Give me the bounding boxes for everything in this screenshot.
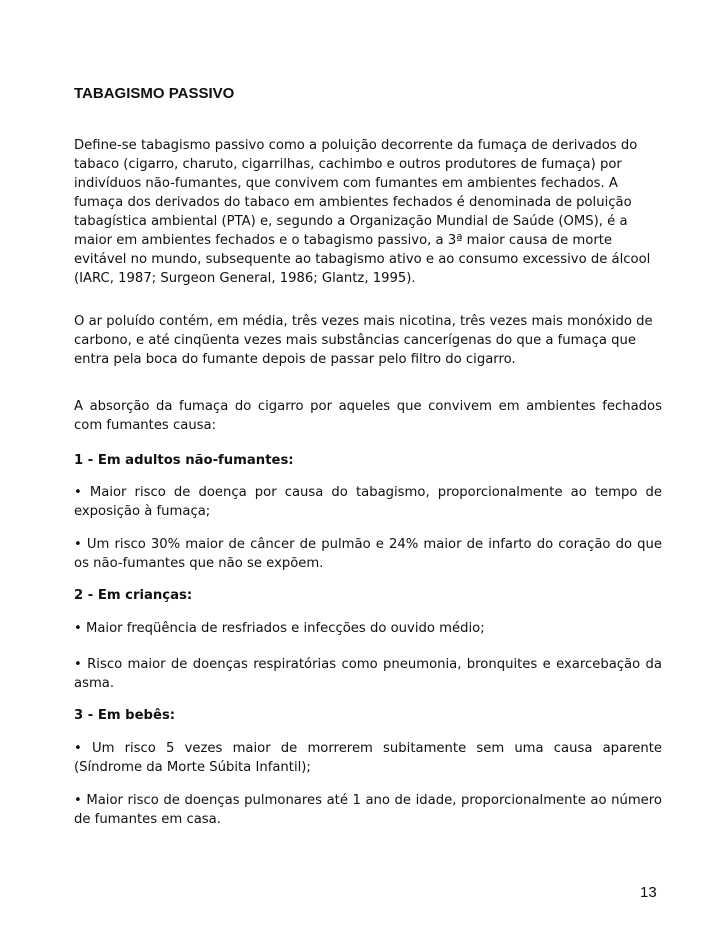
paragraph-passive-smoking-definition: Define-se tabagismo passivo como a poluição decorrente da fumaça de derivados do tabaco (cigarro, charuto, cigarrilhas, cachimbo e outros produtores de fumaça) por indivíduos não-fumantes, que convivem com fumantes em ambientes fechados. A fumaça dos derivados do tabaco em ambientes fechados é denominada de poluição tabagística ambiental (PTA) e, segundo a Organização Mundial de Saúde (OMS), é a maior em ambientes fechados e o tabagismo passivo, a 3ª maior causa de morte evitável no mundo, subsequente ao tabagismo ativo e ao consumo excessivo de álcool (IARC, 1987; Surgeon General, 1986; Glantz, 1995). [74, 138, 651, 286]
list-item-adults-1: • Maior risco de doença por causa do tabagismo, proporcionalmente ao tempo de exposição à fumaça; [74, 485, 662, 519]
list-item-babies-1: • Um risco 5 vezes maior de morrerem subitamente sem uma causa aparente (Síndrome da Morte Súbita Infantil); [74, 741, 662, 775]
section-heading-babies: 3 - Em bebês: [74, 708, 176, 723]
paragraph-absorption-intro: A absorção da fumaça do cigarro por aqueles que convivem em ambientes fechados com fumantes causa: [74, 399, 662, 433]
list-item-children-1: • Maior freqüência de resfriados e infecções do ouvido médio; [74, 621, 485, 636]
list-item-babies-2: • Maior risco de doenças pulmonares até 1 ano de idade, proporcionalmente ao número de fumantes em casa. [74, 793, 662, 827]
list-item-adults-2: • Um risco 30% maior de câncer de pulmão e 24% maior de infarto do coração do que os não-fumantes que não se expõem. [74, 537, 662, 571]
paragraph-polluted-air: O ar poluído contém, em média, três vezes mais nicotina, três vezes mais monóxido de carbono, e até cinqüenta vezes mais substâncias cancerígenas do que a fumaça que entra pela boca do fumante depois de passar pelo filtro do cigarro. [74, 314, 653, 367]
section-heading-adults: 1 - Em adultos não-fumantes: [74, 453, 294, 468]
list-item-children-2: • Risco maior de doenças respiratórias como pneumonia, bronquites e exarcebação da asma. [74, 657, 662, 691]
page-number: 13 [640, 884, 657, 901]
document-title: TABAGISMO PASSIVO [74, 85, 235, 102]
section-heading-children: 2 - Em crianças: [74, 588, 193, 603]
